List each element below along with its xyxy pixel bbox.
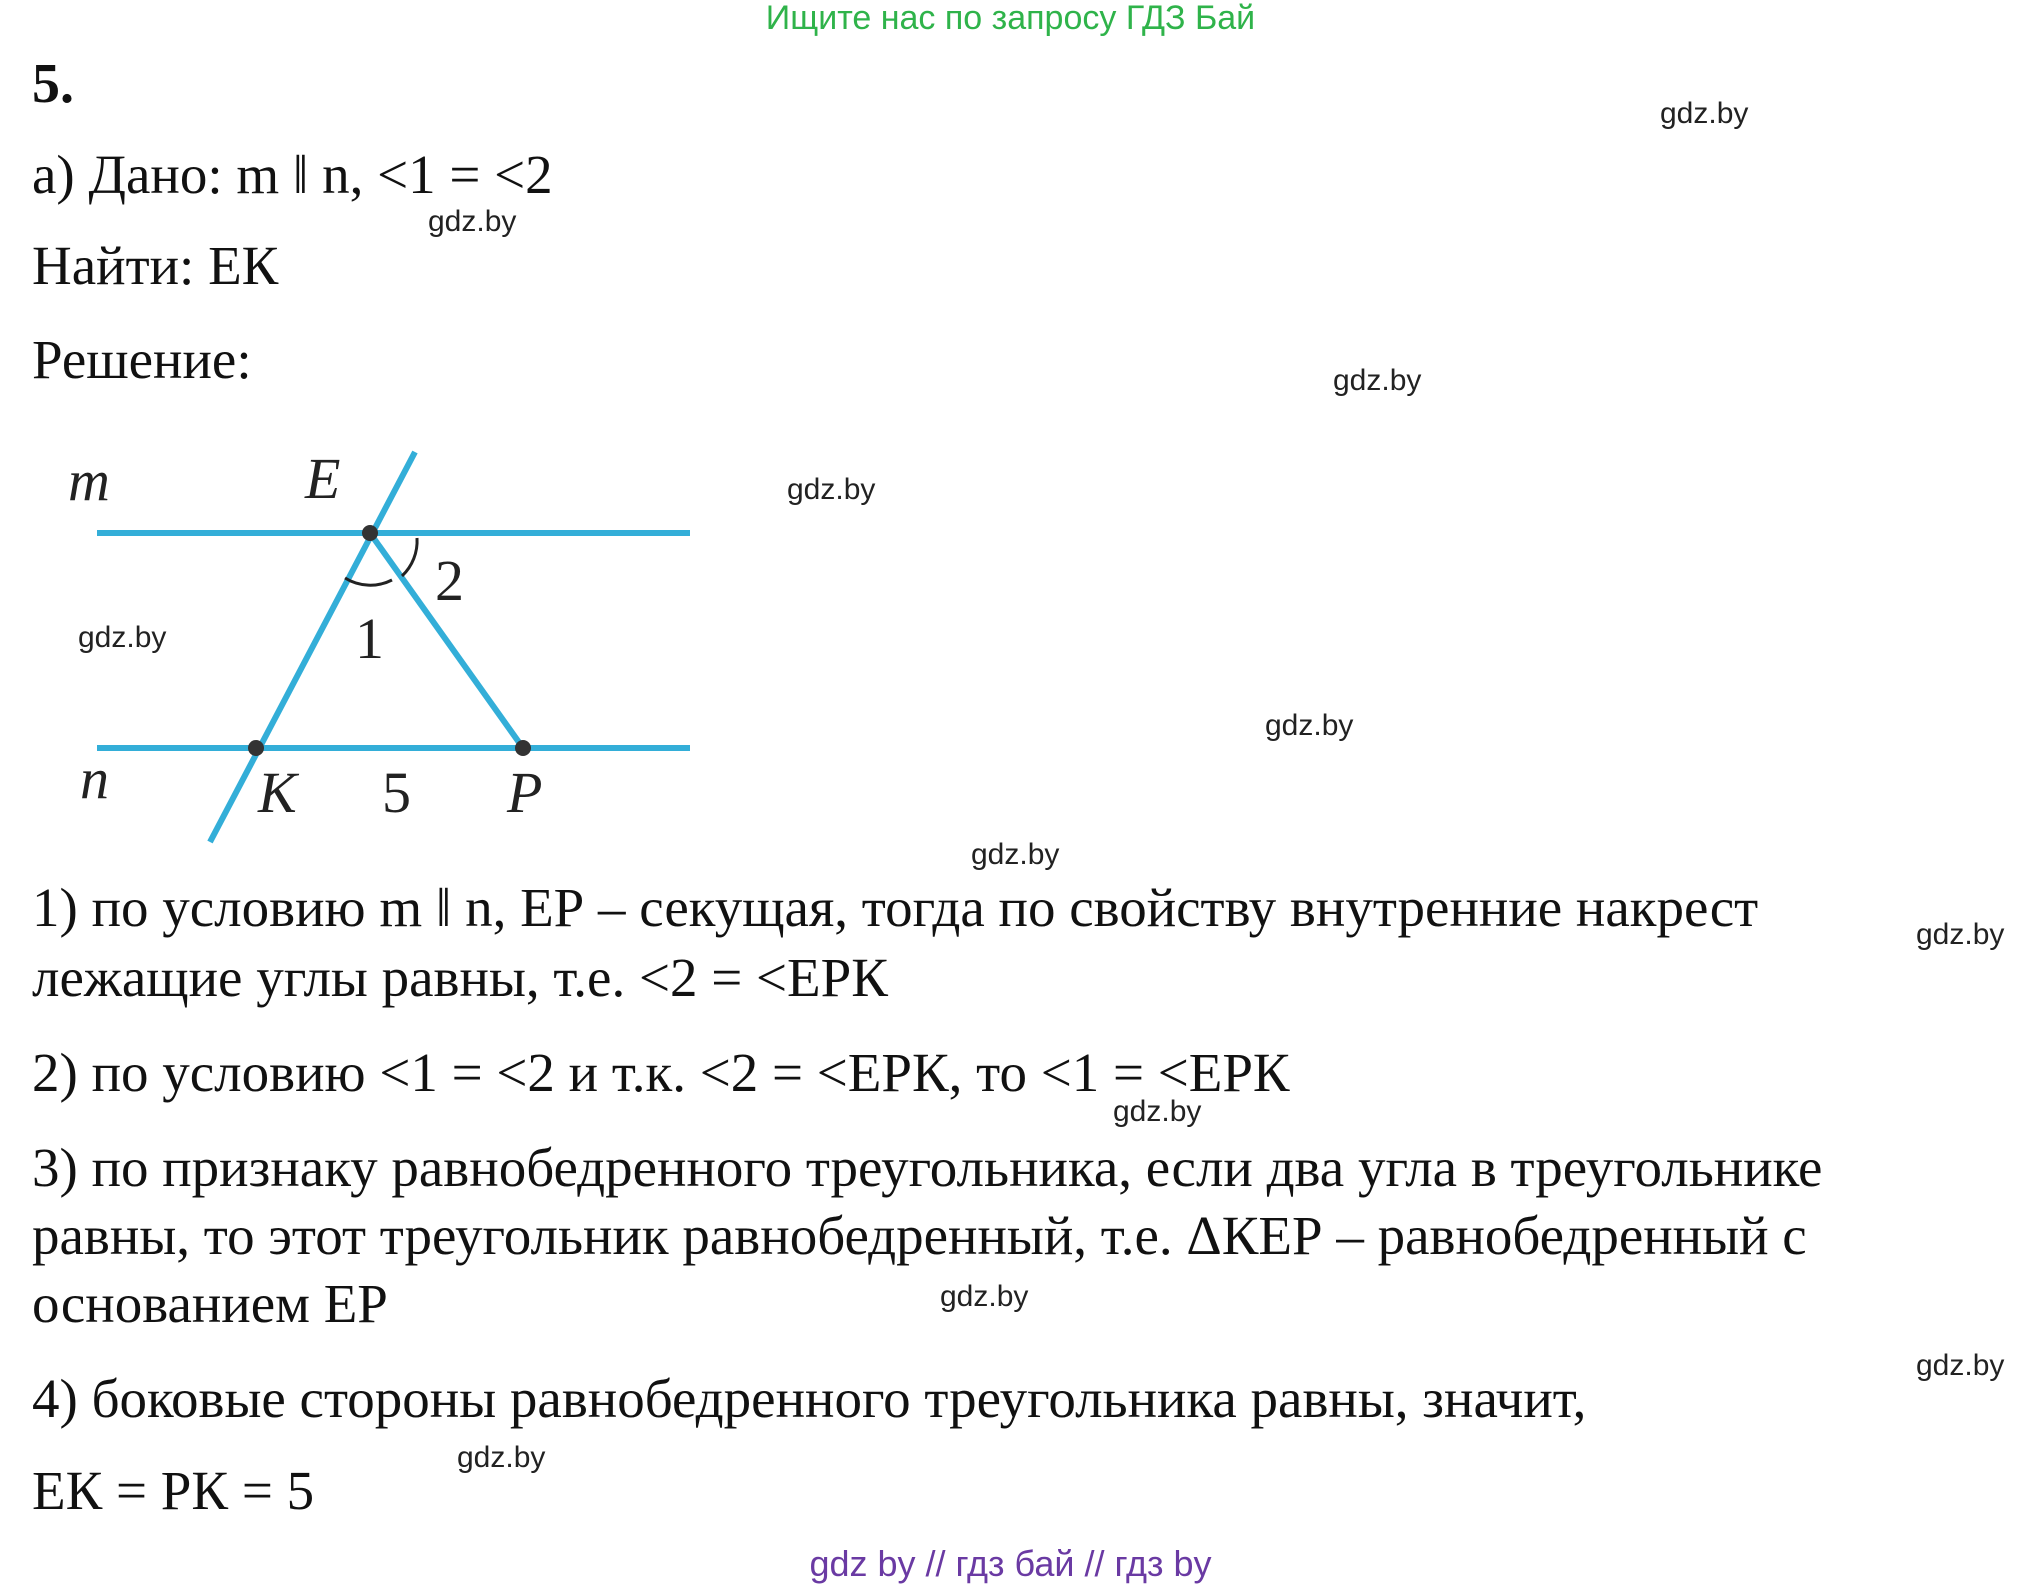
- label-k: K: [258, 760, 297, 825]
- search-banner[interactable]: Ищите нас по запросу ГДЗ Бай: [765, 0, 1256, 37]
- point-p-dot: [515, 740, 531, 756]
- step-2: 2) по условию <1 = <2 и т.к. <2 = <ЕРК, то <1 = <ЕРК: [32, 1042, 1290, 1103]
- step-4-line-1: 4) боковые стороны равнобедренного треугольника равны, значит,: [32, 1368, 1587, 1429]
- watermark: gdz.by: [971, 838, 1060, 871]
- find-line: Найти: ЕК: [32, 235, 279, 296]
- step-3-line-3: основанием ЕР: [32, 1273, 388, 1334]
- watermark: gdz.by: [78, 621, 167, 654]
- watermark: gdz.by: [1660, 97, 1749, 130]
- solution-title: Решение:: [32, 329, 252, 390]
- step-3-line-2: равны, то этот треугольник равнобедренный, т.е. ΔКЕР – равнобедренный с: [32, 1205, 1807, 1266]
- watermark: gdz.by: [1916, 918, 2005, 951]
- label-kp-length: 5: [382, 760, 411, 825]
- step-1-line-2: лежащие углы равны, т.е. <2 = <ЕРК: [32, 947, 888, 1008]
- task-number: 5.: [32, 53, 74, 115]
- given-line: а) Дано: m ǁ n, <1 = <2: [32, 144, 553, 205]
- watermark: gdz.by: [1916, 1349, 2005, 1382]
- point-k-dot: [248, 740, 264, 756]
- watermark: gdz.by: [940, 1280, 1029, 1313]
- angle-1-arc: [345, 578, 392, 585]
- label-n: n: [80, 746, 109, 811]
- watermark: gdz.by: [428, 205, 517, 238]
- watermark: gdz.by: [1333, 364, 1422, 397]
- footer-links[interactable]: gdz by // гдз бай // гдз by: [809, 1543, 1212, 1584]
- step-4-line-2: ЕК = РК = 5: [32, 1460, 315, 1521]
- label-angle-1: 1: [355, 606, 384, 671]
- label-m: m: [68, 448, 110, 513]
- watermark: gdz.by: [787, 473, 876, 506]
- step-1-line-1: 1) по условию m ǁ n, ЕР – секущая, тогда по свойству внутренние накрест: [32, 877, 1759, 938]
- watermark: gdz.by: [1265, 709, 1354, 742]
- watermark: gdz.by: [1113, 1095, 1202, 1128]
- angle-2-arc: [402, 538, 417, 576]
- watermark: gdz.by: [457, 1441, 546, 1474]
- step-3-line-1: 3) по признаку равнобедренного треугольника, если два угла в треугольнике: [32, 1137, 1823, 1198]
- label-p: P: [507, 760, 543, 825]
- point-e-dot: [362, 525, 378, 541]
- label-e: E: [305, 446, 341, 511]
- label-angle-2: 2: [435, 548, 464, 613]
